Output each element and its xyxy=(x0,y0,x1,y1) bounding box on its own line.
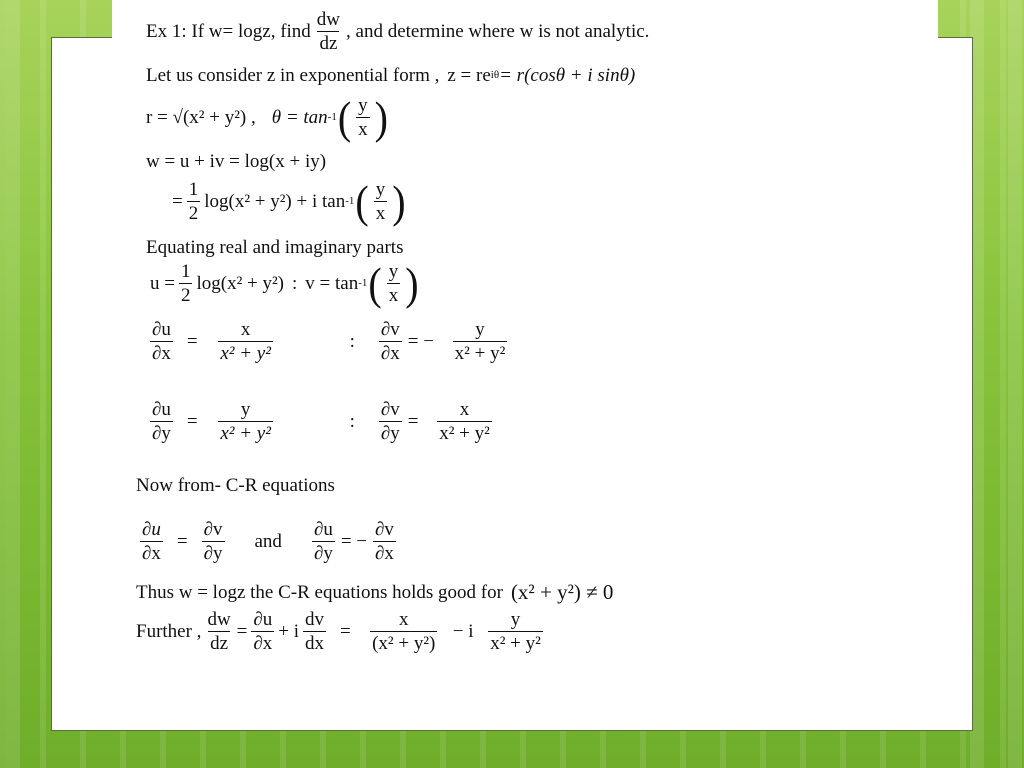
separator: : xyxy=(349,411,355,432)
frac-den: 2 xyxy=(188,203,199,224)
half-fraction xyxy=(187,180,201,223)
frac-den: x² + y² xyxy=(454,343,506,364)
frac-num: x xyxy=(459,399,470,420)
example-line xyxy=(146,10,649,53)
equating-line xyxy=(146,238,403,257)
frac-den: ∂x xyxy=(380,343,400,364)
v-eq: v = tan xyxy=(305,273,359,294)
frac-num: ∂v xyxy=(375,519,394,540)
frac-den: dx xyxy=(305,633,325,654)
partial-x-row xyxy=(146,320,524,363)
frac-num: ∂u xyxy=(152,319,171,340)
frac-den: ∂x xyxy=(253,633,273,654)
eq: = xyxy=(407,411,419,432)
polar-coords-line xyxy=(146,91,389,143)
u-log: log(x² + y²) xyxy=(196,273,285,294)
frac-num: 1 xyxy=(180,261,191,282)
frac-num: ∂u xyxy=(313,519,333,540)
bg-stripe xyxy=(1008,0,1022,768)
frac-num: y xyxy=(240,399,251,420)
z-eq: z = re xyxy=(447,65,491,86)
frac-num: y xyxy=(510,609,521,630)
bg-stripe xyxy=(6,0,20,768)
frac-num: dw xyxy=(316,9,341,30)
dv-dy xyxy=(379,400,402,443)
log-term: log(x² + y²) + i tan xyxy=(204,191,346,212)
frac-num: x xyxy=(399,609,409,630)
du-dy xyxy=(150,400,173,443)
frac-den: ∂x xyxy=(142,543,161,564)
dw-dz xyxy=(205,610,232,653)
eq: = xyxy=(340,621,351,642)
frac-den: ∂y xyxy=(203,543,223,564)
example-suffix: , and determine where w is not analytic. xyxy=(346,21,650,42)
cr-intro-text: Now from- C-R equations xyxy=(136,475,335,496)
frac-den: ∂y xyxy=(152,423,171,444)
inv-sup: -1 xyxy=(327,111,337,123)
inv-sup: -1 xyxy=(358,277,368,289)
frac-num: ∂u xyxy=(142,519,161,540)
frac-num: dw xyxy=(207,609,231,630)
cr-equations xyxy=(136,520,400,563)
further-label: Further , xyxy=(136,621,202,642)
frac-den: x xyxy=(388,285,399,306)
eq: = xyxy=(186,411,198,432)
frac-den: (x² + y²) xyxy=(372,633,436,654)
frac-den: x² + y² xyxy=(220,423,271,444)
eq: = xyxy=(236,621,248,642)
condition: (x² + y²) ≠ 0 xyxy=(510,580,614,604)
polar-rhs: = r(cosθ + i sinθ) xyxy=(499,65,636,86)
dw-dz-fraction xyxy=(315,10,342,53)
frac-den: 2 xyxy=(180,285,191,306)
thus-line xyxy=(136,582,613,603)
paren-right: ) xyxy=(405,257,419,309)
w-def-text: w = u + iv = log(x + iy) xyxy=(146,151,327,172)
frac-num: y xyxy=(358,95,368,116)
w-definition xyxy=(146,152,326,171)
y-over-x xyxy=(387,262,401,305)
dv-dx xyxy=(373,520,396,563)
eq: = − xyxy=(340,531,368,552)
du-dx xyxy=(251,610,274,653)
frac-num: 1 xyxy=(188,179,199,200)
frac-den: ∂y xyxy=(313,543,333,564)
frac-den: x² + y² xyxy=(490,633,541,654)
u-eq: u = xyxy=(150,273,175,294)
dv-dx xyxy=(303,610,326,653)
further-line xyxy=(136,610,558,653)
slide-sheet xyxy=(112,0,938,729)
frac-den: dz xyxy=(210,633,229,654)
dv-dx xyxy=(379,320,402,363)
w-expansion xyxy=(172,175,407,227)
cr-intro xyxy=(136,476,335,495)
frac-num: dv xyxy=(305,609,325,630)
frac-den: x² + y² xyxy=(439,423,490,444)
frac-num: ∂v xyxy=(380,399,400,420)
paren-left: ( xyxy=(355,175,369,227)
eq: = − xyxy=(407,331,434,352)
and-text: and xyxy=(254,531,282,552)
frac-den: x xyxy=(375,203,386,224)
paren-left: ( xyxy=(368,257,382,309)
paren-right: ) xyxy=(392,175,406,227)
ux-result xyxy=(206,320,286,363)
inv-sup: -1 xyxy=(345,195,355,207)
exp-sup: iθ xyxy=(490,69,500,81)
equating-text: Equating real and imaginary parts xyxy=(146,237,404,258)
paren-right: ) xyxy=(374,91,388,143)
frac-den: dz xyxy=(319,33,338,54)
separator: : xyxy=(349,331,355,352)
y-over-x xyxy=(356,96,370,139)
half-fraction xyxy=(179,262,193,305)
paren-left: ( xyxy=(337,91,352,143)
eq: = xyxy=(186,331,198,352)
vx-result xyxy=(440,320,520,363)
frac-num: x xyxy=(240,319,251,340)
example-prefix: Ex 1: If w= logz, find xyxy=(146,21,311,42)
x-term xyxy=(359,610,449,653)
eq: = xyxy=(176,531,188,552)
du-dy xyxy=(312,520,335,563)
frac-den: ∂y xyxy=(380,423,400,444)
frac-num: y xyxy=(375,179,386,200)
frac-den: ∂x xyxy=(152,343,171,364)
frac-num: y xyxy=(388,261,399,282)
du-dx xyxy=(140,520,163,563)
y-over-x xyxy=(374,180,388,223)
frac-num: ∂u xyxy=(253,609,273,630)
frac-num: ∂u xyxy=(152,399,171,420)
minus-i: − i xyxy=(452,621,474,642)
vy-result xyxy=(425,400,505,443)
eq: = xyxy=(172,191,183,212)
uv-line xyxy=(150,257,420,309)
frac-num: ∂v xyxy=(203,519,223,540)
exponential-form-line xyxy=(146,66,635,85)
frac-den: x xyxy=(358,119,368,140)
plus-i: + i xyxy=(278,621,300,642)
du-dx xyxy=(150,320,173,363)
r-def: r = √(x² + y²) , xyxy=(146,107,256,128)
partial-y-row xyxy=(146,400,509,443)
frac-den: ∂x xyxy=(375,543,394,564)
frac-den: x² + y² xyxy=(220,343,271,364)
frac-num: y xyxy=(475,319,485,340)
y-term xyxy=(478,610,554,653)
theta-def: θ = tan xyxy=(271,107,328,128)
thus-text: Thus w = logz the C-R equations holds good for xyxy=(136,582,503,603)
dv-dy xyxy=(202,520,225,563)
consider-text: Let us consider z in exponential form , xyxy=(146,65,440,86)
frac-num: ∂v xyxy=(380,319,400,340)
separator: : xyxy=(292,273,298,294)
uy-result xyxy=(206,400,286,443)
